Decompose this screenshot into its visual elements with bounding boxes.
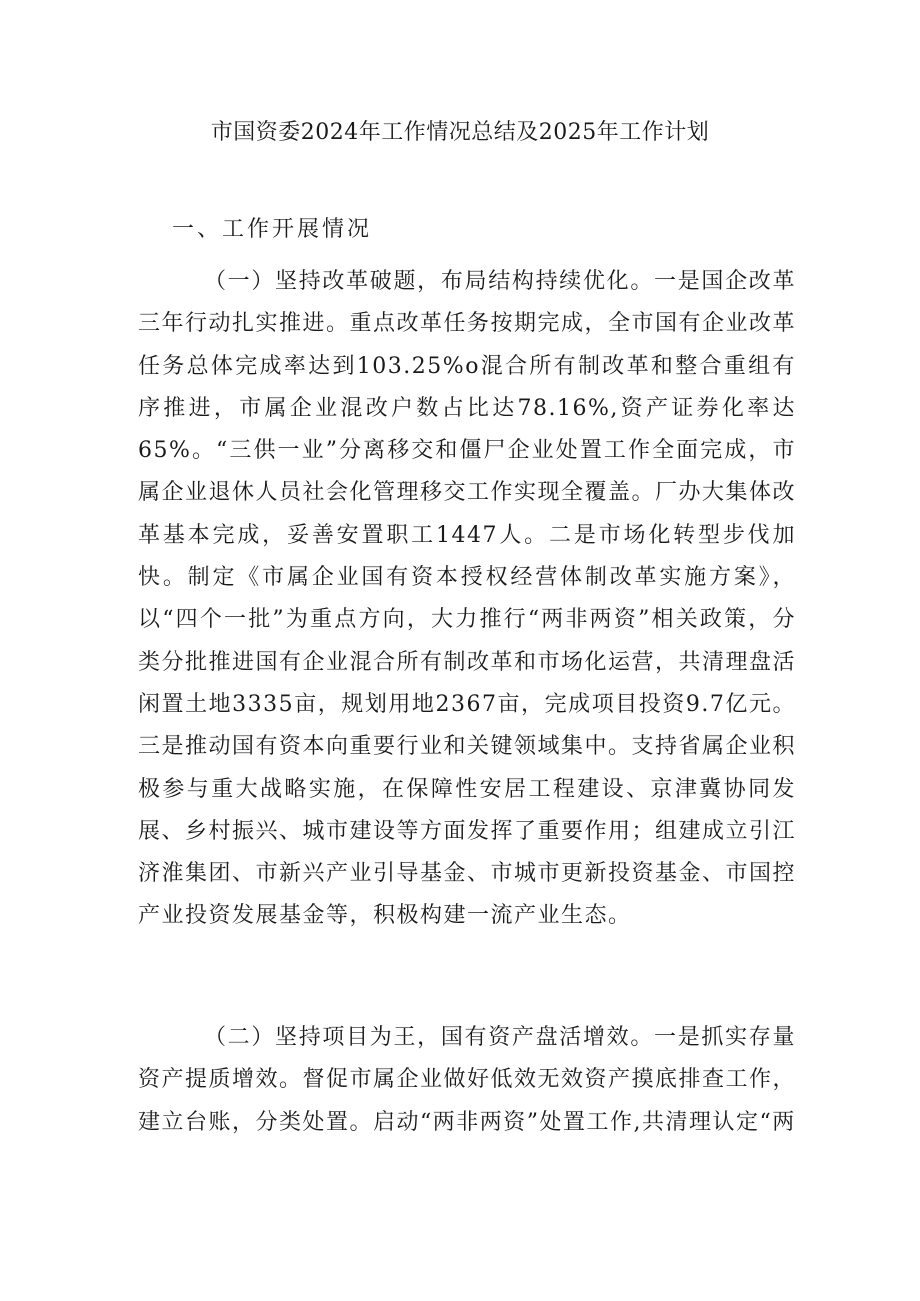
document-title: 市国资委2024年工作情况总结及2025年工作计划 bbox=[210, 120, 710, 145]
section-heading: 一、工作开展情况 bbox=[172, 217, 373, 242]
paragraph-2: （二）坚持项目为王，国有资产盘活增效。一是抓实存量资产提质增效。督促市属企业做好低效无效资产摸底排查工作，建立台账，分类处置。启动“两非两资”处置工作,共清理认定“两 bbox=[138, 1025, 797, 1135]
paragraph-1: （一）坚持改革破题，布局结构持续优化。一是国企改革三年行动扎实推进。重点改革任务按期完成，全市国有企业改革任务总体完成率达到103.25%o混合所有制改革和整合重组有序推进，市属企业混改户数占比达78.16%,资产证券化率达65%。“三供一业”分离移交和僵尸企业处置工作全面完成，市属企业退休人员社会化管理移交工作实现全覆盖。厂办大集体改革基本完成，妥善安置职工1447人。二是市场化转型步伐加快。制定《市属企业国有资本授权经营体制改革实施方案》，以“四个一批”为重点方向，大力推行“两非两资”相关政策，分类分批推进国有企业混合所有制改革和市场化运营，共清理盘活闲置土地3335亩，规划用地2367亩，完成项目投资9.7亿元。三是推动国有资本向重要行业和关键领域集中。支持省属企业积极参与重大战略实施，在保障性安居工程建设、京津冀协同发展、乡村振兴、城市建设等方面发挥了重要作用；组建成立引江济淮集团、市新兴产业引导基金、市城市更新投资基金、市国控产业投资发展基金等，积极构建一流产业生态。 bbox=[138, 269, 797, 929]
